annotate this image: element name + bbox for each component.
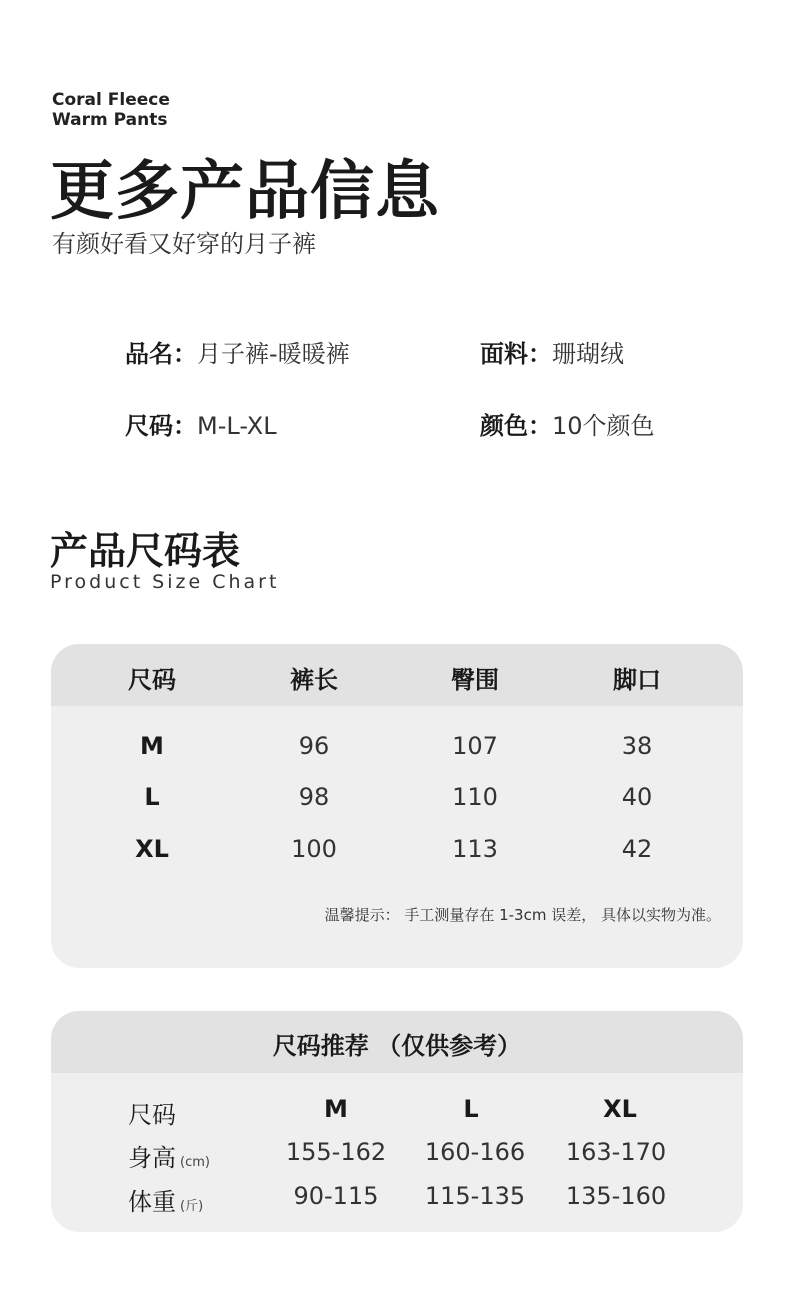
info-product-name-value: 月子裤-暖暖裤 — [197, 340, 350, 368]
table-cell: 96 — [298, 732, 330, 760]
recommend-height-label — [128, 1138, 210, 1173]
info-size — [125, 406, 277, 441]
size-recommend-header — [51, 1011, 743, 1073]
table-cell: 42 — [621, 835, 653, 863]
info-fabric-key: 面料： — [480, 340, 552, 368]
recommend-height-unit: (cm) — [180, 1155, 210, 1170]
size-recommend-card — [51, 1011, 743, 1232]
info-fabric-value: 珊瑚绒 — [552, 340, 624, 368]
table-cell: 100 — [291, 835, 337, 863]
size-chart-card — [51, 644, 743, 968]
info-size-key: 尺码： — [125, 412, 197, 440]
size-chart-header-hip: 臀围 — [451, 666, 499, 694]
page-subtitle: 有颜好看又好穿的月子裤 — [52, 230, 316, 258]
table-cell: 160-166 — [424, 1138, 526, 1166]
table-cell: 38 — [621, 732, 653, 760]
info-fabric — [480, 334, 624, 369]
table-cell: 135-160 — [565, 1182, 667, 1210]
table-cell: 163-170 — [565, 1138, 667, 1166]
size-chart-subtitle: Product Size Chart — [50, 571, 280, 593]
recommend-weight-label — [128, 1182, 203, 1217]
brand-line-2: Warm Pants — [52, 110, 168, 130]
measurement-note: 温馨提示： 手工测量存在 1-3cm 误差， 具体以实物为准。 — [324, 906, 721, 924]
info-color — [480, 406, 655, 441]
recommend-weight-text: 体重 — [128, 1188, 176, 1216]
page-title: 更多产品信息 — [50, 155, 440, 229]
table-cell: L — [144, 783, 160, 811]
info-size-value: M-L-XL — [197, 412, 277, 440]
table-cell: 113 — [452, 835, 498, 863]
table-cell: 110 — [452, 783, 498, 811]
table-cell: M — [324, 1095, 348, 1123]
table-cell: 90-115 — [293, 1182, 379, 1210]
info-product-name-key: 品名： — [125, 340, 197, 368]
table-cell: 40 — [621, 783, 653, 811]
table-cell: XL — [603, 1095, 637, 1123]
size-chart-header-row — [51, 644, 743, 706]
table-cell: 98 — [298, 783, 330, 811]
info-color-value: 10个颜色 — [552, 412, 655, 440]
size-chart-header-length: 裤长 — [290, 666, 338, 694]
info-product-name — [125, 334, 350, 369]
brand-line-1: Coral Fleece — [52, 90, 170, 110]
size-chart-title: 产品尺码表 — [50, 529, 241, 573]
recommend-weight-unit: (斤) — [180, 1199, 204, 1214]
table-cell: XL — [135, 835, 169, 863]
table-cell: 107 — [452, 732, 498, 760]
recommend-size-label: 尺码 — [128, 1101, 176, 1129]
brand-wordmark — [52, 90, 170, 130]
size-chart-header-hem: 脚口 — [613, 666, 661, 694]
size-chart-header-size: 尺码 — [128, 666, 176, 694]
table-cell: 155-162 — [285, 1138, 387, 1166]
table-cell: M — [140, 732, 164, 760]
size-recommend-title: 尺码推荐 （仅供参考） — [272, 1032, 522, 1060]
table-cell: L — [463, 1095, 479, 1123]
recommend-height-text: 身高 — [128, 1144, 176, 1172]
info-color-key: 颜色： — [480, 412, 552, 440]
table-cell: 115-135 — [424, 1182, 526, 1210]
